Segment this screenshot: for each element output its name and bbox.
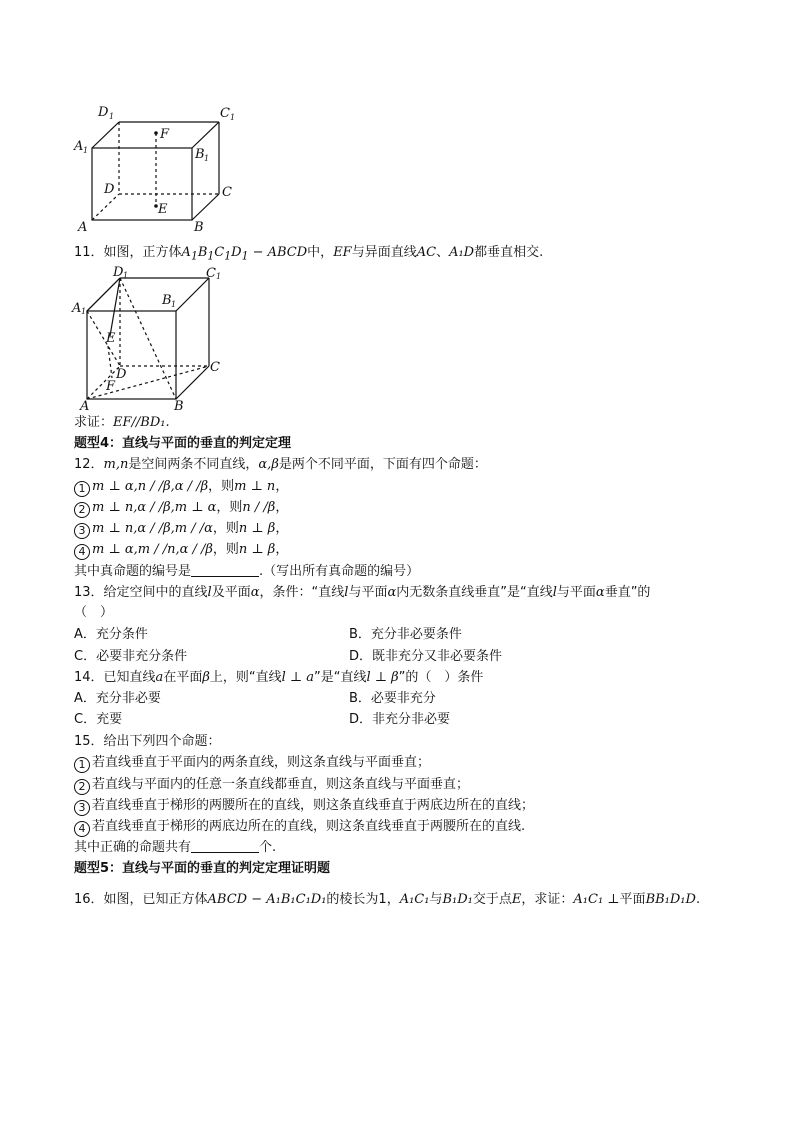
svg-text:1: 1: [123, 271, 129, 280]
q13-stem: 13．给定空间中的直线l及平面α，条件：“直线l与平面α内无数条直线垂直”是“直线l与平面α垂直”的: [74, 585, 651, 600]
label-b1: B: [195, 147, 205, 162]
c-label-a1: A: [72, 301, 82, 316]
q12-stem: 12．m,n是空间两条不同直线，α,β是两个不同平面，下面有四个命题：: [74, 457, 487, 472]
q14-stem: 14．已知直线a在平面β上，则“直线l ⊥ a”是“直线l ⊥ β”的（ ）条件: [74, 670, 484, 685]
figure-cube: [70, 266, 250, 416]
q14-option-c[interactable]: C．充要: [74, 712, 123, 727]
q13-option-a[interactable]: A．充分条件: [74, 627, 148, 642]
c-label-c1: C: [206, 266, 216, 281]
svg-text:1: 1: [109, 112, 115, 121]
label-d: D: [104, 182, 115, 197]
q14-option-a[interactable]: A．充分非必要: [74, 691, 161, 706]
q15-stem: 15．给出下列四个命题：: [74, 734, 221, 749]
svg-text:1: 1: [171, 300, 177, 309]
q12-answer: 其中真命题的编号是 .（写出所有真命题的编号）: [74, 564, 420, 579]
q14-option-b[interactable]: B．必要非充分: [349, 691, 436, 706]
q12-item-1: 1 m ⊥ α,n / /β,α / /β，则m ⊥ n，: [74, 478, 288, 497]
q15-item-1: 1 若直线垂直于平面内的两条直线，则这条直线与平面垂直；: [74, 754, 430, 773]
q15-item-3: 3 若直线垂直于梯形的两腰所在的直线，则这条直线垂直于两底边所在的直线；: [74, 797, 534, 816]
label-a1: A: [74, 139, 84, 154]
c-label-d: D: [116, 367, 127, 382]
figure-box: [70, 100, 250, 235]
label-e: E: [158, 202, 168, 217]
q15-answer: 其中正确的命题共有 个.: [74, 840, 277, 855]
answer-blank[interactable]: [191, 564, 259, 577]
q13-option-d[interactable]: D．既非充分又非必要条件: [349, 649, 503, 664]
svg-text:1: 1: [83, 146, 89, 155]
answer-blank[interactable]: [191, 840, 259, 853]
c-label-e: E: [106, 331, 116, 346]
q12-item-3: 3 m ⊥ n,α / /β,m / /α，则n ⊥ β，: [74, 520, 288, 539]
label-c: C: [222, 185, 232, 200]
q12-item-2: 2 m ⊥ n,α / /β,m ⊥ α，则n / /β，: [74, 499, 288, 518]
q15-item-4: 4 若直线垂直于梯形的两底边所在的直线，则这条直线垂直于两腰所在的直线.: [74, 818, 525, 837]
q15-item-2: 2 若直线与平面内的任意一条直线都垂直，则这条直线与平面垂直；: [74, 776, 469, 795]
q12-item-4: 4 m ⊥ α,m / /n,α / /β，则n ⊥ β，: [74, 541, 288, 560]
q13-paren: （ ）: [74, 605, 114, 620]
c-label-b1: B: [162, 293, 172, 308]
c-label-a: A: [80, 399, 90, 414]
q16-text: 16．如图，已知正方体ABCD − A₁B₁C₁D₁的棱长为1，A₁C₁与B₁D₁交于点E，求证：A₁C₁ ⊥平面BB₁D₁D.: [74, 892, 701, 907]
svg-text:1: 1: [216, 272, 222, 281]
svg-text:1: 1: [81, 307, 87, 316]
c-label-c: C: [210, 360, 220, 375]
label-f: F: [160, 127, 170, 142]
svg-text:1: 1: [204, 154, 210, 163]
c-label-d1: D: [113, 265, 124, 280]
q11-text: 11．如图，正方体$A_1B_1C_1D_1$ − ABCD中，EF与异面直线AC、A₁D都垂直相交.: [74, 245, 544, 263]
prove-line: 求证：EF//BD₁.: [74, 415, 170, 430]
q14-option-d[interactable]: D．非充分非必要: [349, 712, 451, 727]
c-label-b: B: [174, 399, 184, 414]
svg-text:1: 1: [230, 113, 236, 122]
q13-option-c[interactable]: C．必要非充分条件: [74, 649, 188, 664]
label-a: A: [78, 220, 88, 235]
label-c1: C: [220, 106, 230, 121]
label-d1: D: [98, 105, 109, 120]
q13-option-b[interactable]: B．充分非必要条件: [349, 627, 462, 642]
c-label-f: F: [106, 379, 116, 394]
label-b: B: [194, 220, 204, 235]
section-5-title: 题型5：直线与平面的垂直的判定定理证明题: [74, 861, 331, 876]
point-f: [154, 131, 158, 135]
section-4-title: 题型4：直线与平面的垂直的判定定理: [74, 436, 292, 451]
